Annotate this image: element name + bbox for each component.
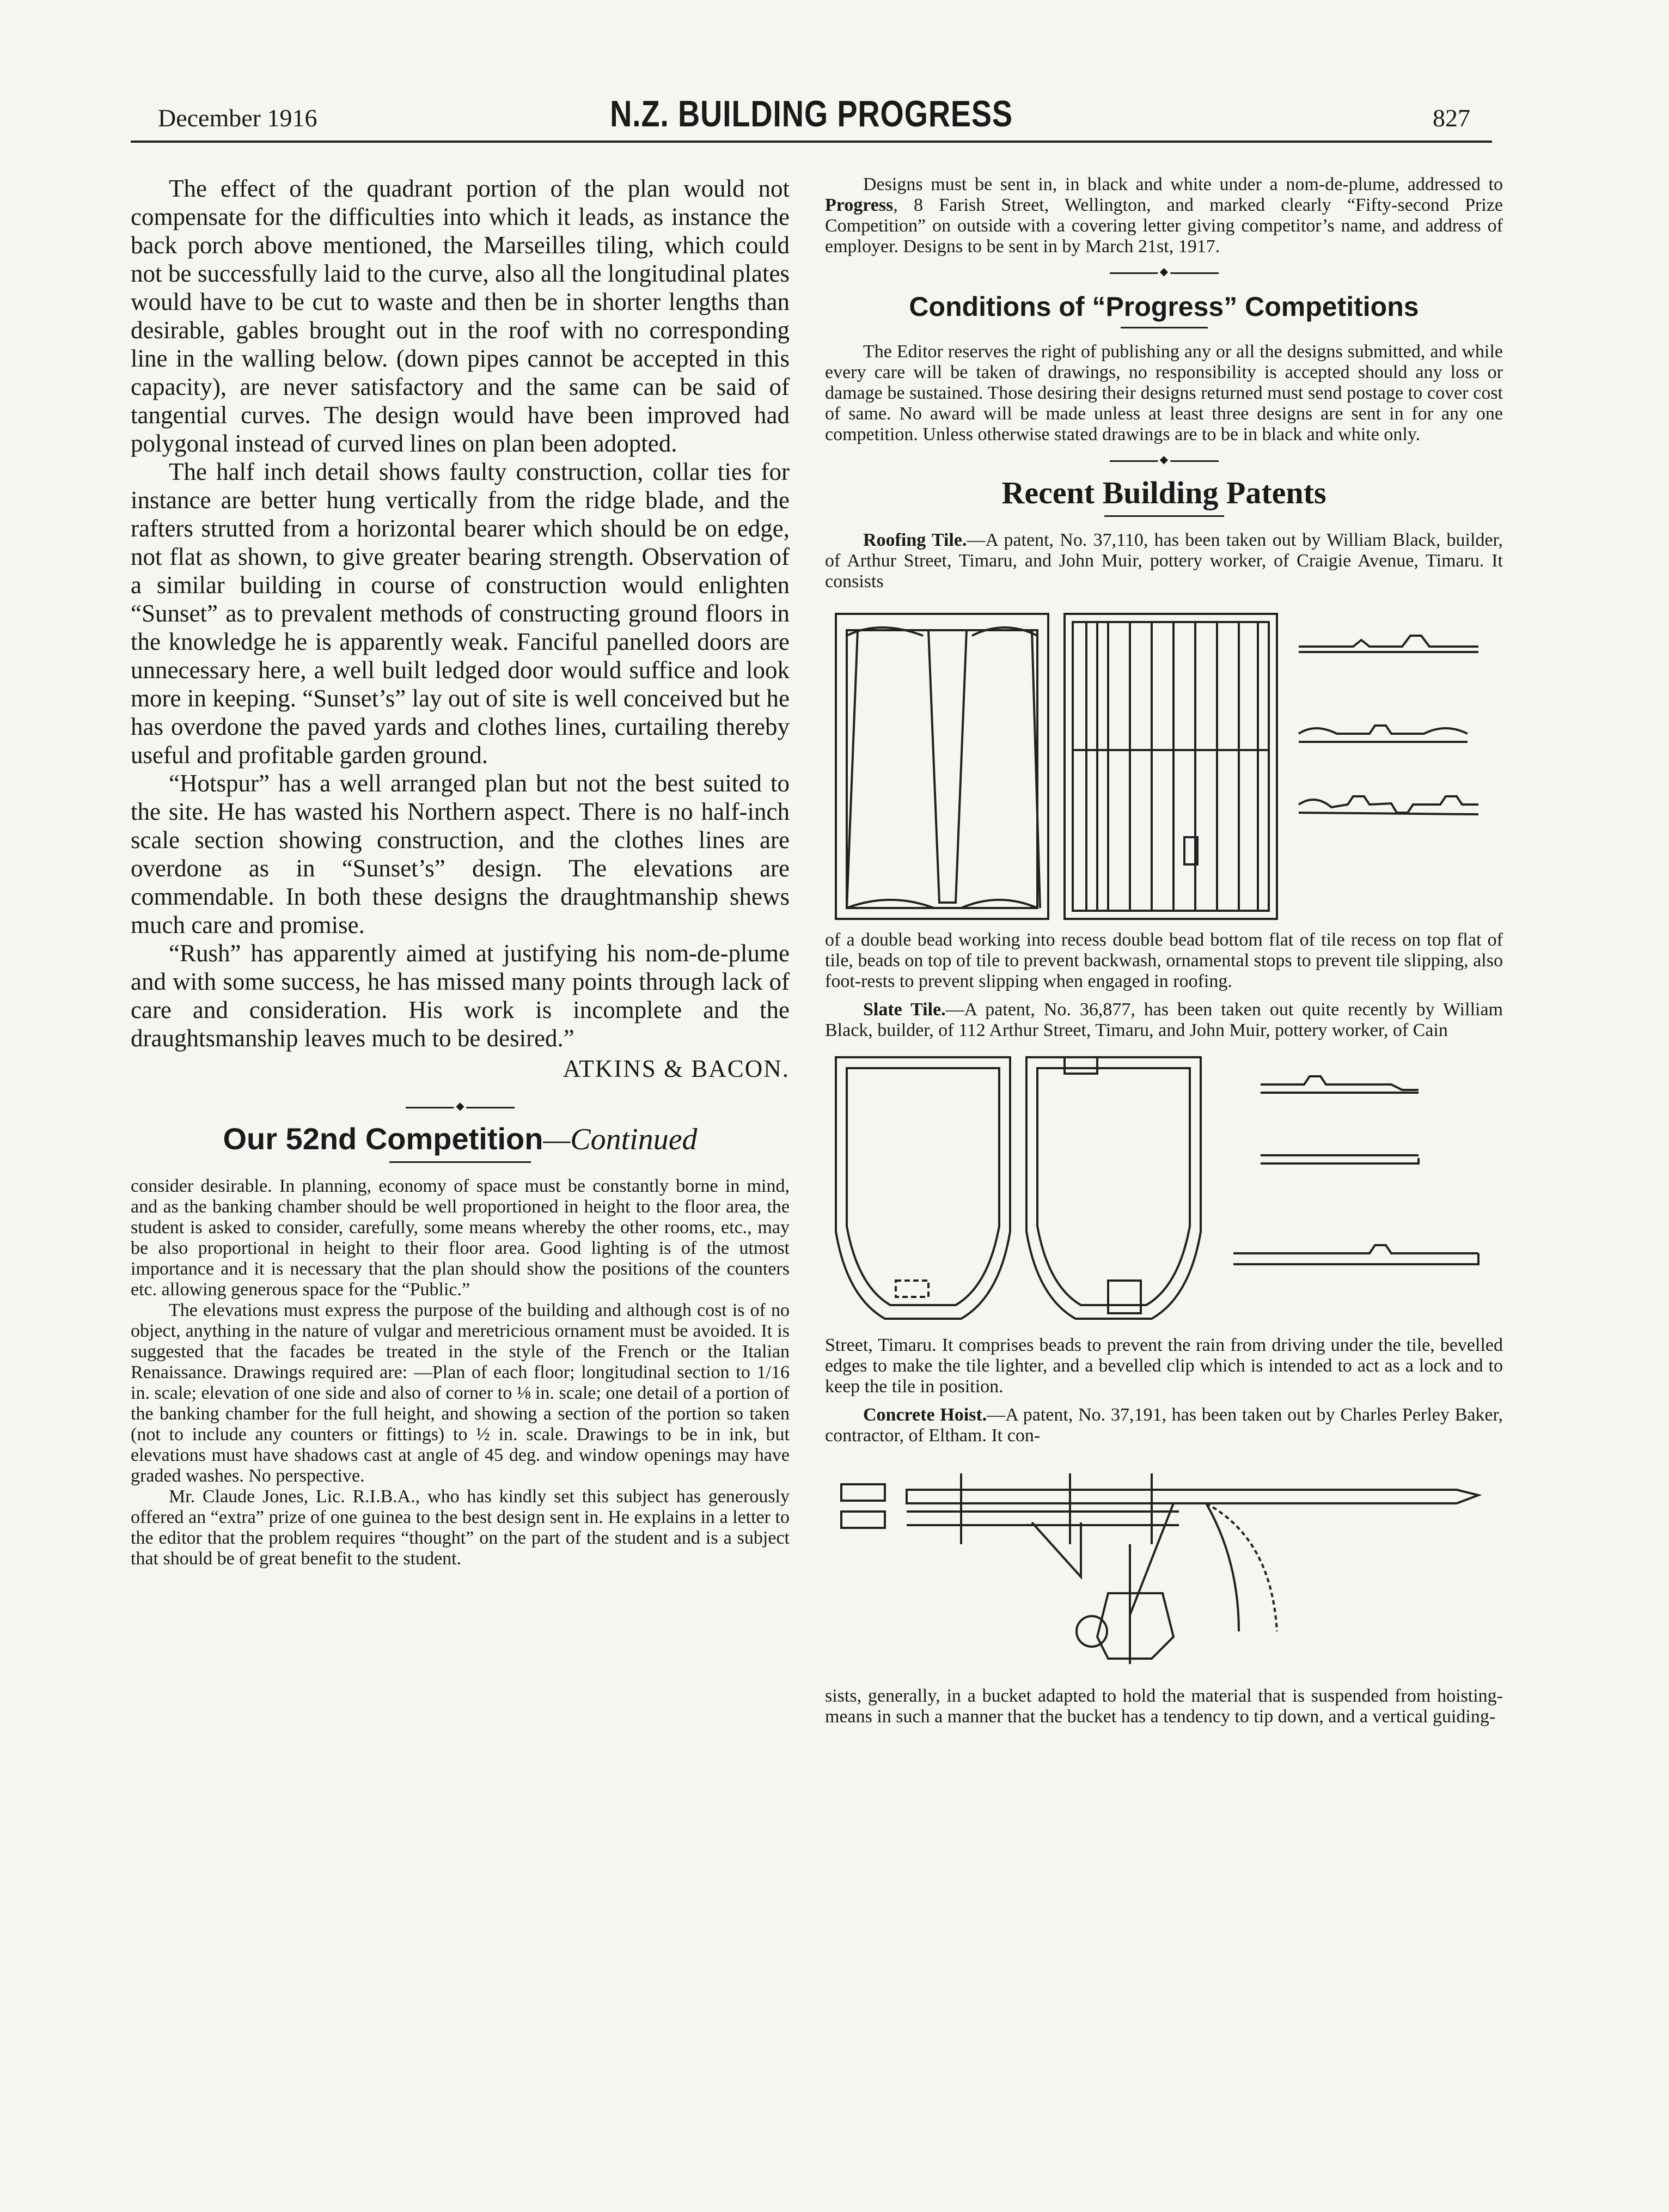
competition-heading-text: Our 52nd Competition — [223, 1122, 543, 1156]
competition-paragraph: Mr. Claude Jones, Lic. R.I.B.A., who has kindly set this subject has generously offered an “extra” prize of one guinea to the best design sent in. He explains in a letter to the editor that the problem requires “thought” on the part of the student and is a subject that should be of great benefit to the student. — [131, 1486, 790, 1569]
roofing-lead: Roofing Tile. — [863, 530, 967, 550]
right-column — [825, 174, 1503, 1727]
slate-text-a: —A patent, No. 36,877, has been taken out quite recently by William Black, builder, of 112 Arthur Street, Timaru, and John Muir, pottery worker, of Cain — [825, 1000, 1503, 1040]
slate-lead: Slate Tile. — [863, 1000, 946, 1020]
roofing-paragraph-a — [825, 530, 1503, 592]
roofing-tile-figure — [825, 598, 1503, 924]
hoist-lead: Concrete Hoist. — [863, 1405, 987, 1425]
publication-title: N.Z. BUILDING PROGRESS — [610, 93, 1013, 135]
designs-text-post: , 8 Farish Street, Wellington, and marked clearly “Fifty-second Prize Competition” on outside with a covering letter giving competitor’s name, and address of employer. Designs to be sent in by March 21st, 1917. — [825, 195, 1503, 257]
section-separator — [1110, 453, 1219, 469]
hoist-paragraph-a — [825, 1405, 1503, 1446]
critique-paragraph: “Rush” has apparently aimed at justifying his nom-de-plume and with some success, he has missed many points through lack of care and consideration. His work is incomplete and the draughtsmanship leaves much to be desired.” — [131, 940, 790, 1052]
competition-heading-suffix: —Continued — [543, 1123, 698, 1156]
heading-rule — [1121, 327, 1208, 328]
section-separator — [406, 1099, 515, 1116]
left-column — [131, 174, 790, 1569]
slate-paragraph-b: Street, Timaru. It comprises beads to prevent the rain from driving under the tile, bevelled edges to make the tile lighter, and a bevelled clip which is intended to act as a lock and to keep the tile in position. — [825, 1335, 1503, 1397]
critique-paragraph: The effect of the quadrant portion of the plan would not compensate for the difficulties into which it leads, as instance the back porch above mentioned, the Marseilles tiling, which could not be successfully laid to the curve, also all the longitudinal plates would have to be cut to waste and then be in shorter lengths than desirable, gables brought out in the roof with no corresponding line in the walling below. (down pipes cannot be accepted in this capacity), are never satisfactory and the same can be said of tangential curves. The design would have been improved had polygonal instead of curved lines on plan been adopted. — [131, 175, 790, 457]
roofing-text-a: —A patent, No. 37,110, has been taken out by William Black, builder, of Arthur Street, Timaru, and John Muir, pottery worker, of Craigie Avenue, Timaru. It consists — [825, 530, 1503, 592]
hoist-paragraph-b: sists, generally, in a bucket adapted to hold the material that is suspended from hoisting-means in such a manner that the bucket has a tendency to tip down, and a vertical guiding- — [825, 1686, 1503, 1727]
critique-paragraph: “Hotspur” has a well arranged plan but not the best suited to the site. He has wasted his Northern aspect. There is no half-inch scale section showing construction, and the clothes lines are overdone as in “Sunset’s” design. The elevations are commendable. In both these designs the draughtmanship shews much care and promise. — [131, 770, 790, 939]
section-separator — [1110, 265, 1219, 281]
competition-heading — [131, 1121, 790, 1157]
heading-rule — [389, 1161, 531, 1163]
slate-tile-figure — [825, 1046, 1503, 1330]
competition-paragraph: consider desirable. In planning, economy of space must be constantly borne in mind, and as the banking chamber should be well proportioned in height to the floor area, the student is asked to consider, carefully, some means whereby the other rooms, etc., may be also proportional in height to their floor area. Good lighting is of the utmost importance and it is necessary that the plan should show the positions of the counters etc. allowing generous space for the “Public.” — [131, 1176, 790, 1300]
hoist-text-a: —A patent, No. 37,191, has been taken out by Charles Perley Baker, contractor, of Eltham. It con- — [825, 1405, 1503, 1446]
signature: ATKINS & BACON. — [563, 1055, 790, 1082]
slate-paragraph-a — [825, 1000, 1503, 1041]
heading-rule — [1104, 515, 1224, 517]
page-header — [131, 93, 1492, 147]
issue-date: December 1916 — [158, 104, 317, 132]
concrete-hoist-figure — [825, 1452, 1503, 1680]
designs-paragraph — [825, 174, 1503, 257]
critique-paragraph: The half inch detail shows faulty construction, collar ties for instance are better hung vertically from the ridge blade, and the rafters strutted from a horizontal bearer which should be on edge, not flat as shown, to give greater bearing strength. Observation of a similar building in course of construction would enlighten “Sunset” as to prevalent methods of constructing ground floors in the knowledge he is apparently weak. Fanciful panelled doors are unnecessary here, a well built ledged door would suffice and look more in keeping. “Sunset’s” lay out of site is well conceived but he has overdone the paved yards and clothes lines, curtailing thereby useful and profitable garden ground. — [131, 458, 790, 769]
conditions-heading: Conditions of “Progress” Competitions — [909, 291, 1419, 322]
header-rule — [131, 141, 1492, 143]
patents-heading: Recent Building Patents — [1001, 475, 1326, 510]
designs-text-pre: Designs must be sent in, in black and white under a nom-de-plume, addressed to — [863, 174, 1503, 194]
competition-paragraph: The elevations must express the purpose of the building and although cost is of no object, anything in the nature of vulgar and meretricious ornament must be avoided. It is suggested that the facades be treated in the style of the French or the Italian Renaissance. Drawings required are: —Plan of each floor; longitudinal section to 1/16 in. scale; elevation of one side and also of corner to ⅛ in. scale; one detail of a portion of the banking chamber for the full height, and showing a section of the portion so taken (not to include any counters or fittings) to ½ in. scale. Drawings to be in ink, but elevations must have shadows cast at angle of 45 deg. and window openings may have graded washes. No perspective. — [131, 1300, 790, 1486]
page-number: 827 — [1433, 104, 1470, 132]
designs-text-bold: Progress — [825, 195, 894, 215]
conditions-paragraph: The Editor reserves the right of publishing any or all the designs submitted, and while every care will be taken of drawings, no responsibility is accepted should any loss or damage be sustained. Those desiring their designs returned must send postage to cover cost of same. No award will be made unless at least three designs are sent in for any one competition. Unless otherwise stated drawings are to be in black and white only. — [825, 342, 1503, 444]
roofing-paragraph-b: of a double bead working into recess double bead bottom flat of tile recess on top flat of tile, beads on top of tile to prevent backwash, ornamental stops to prevent tile slipping, also foot-rests to prevent slipping when engaged in roofing. — [825, 930, 1503, 991]
